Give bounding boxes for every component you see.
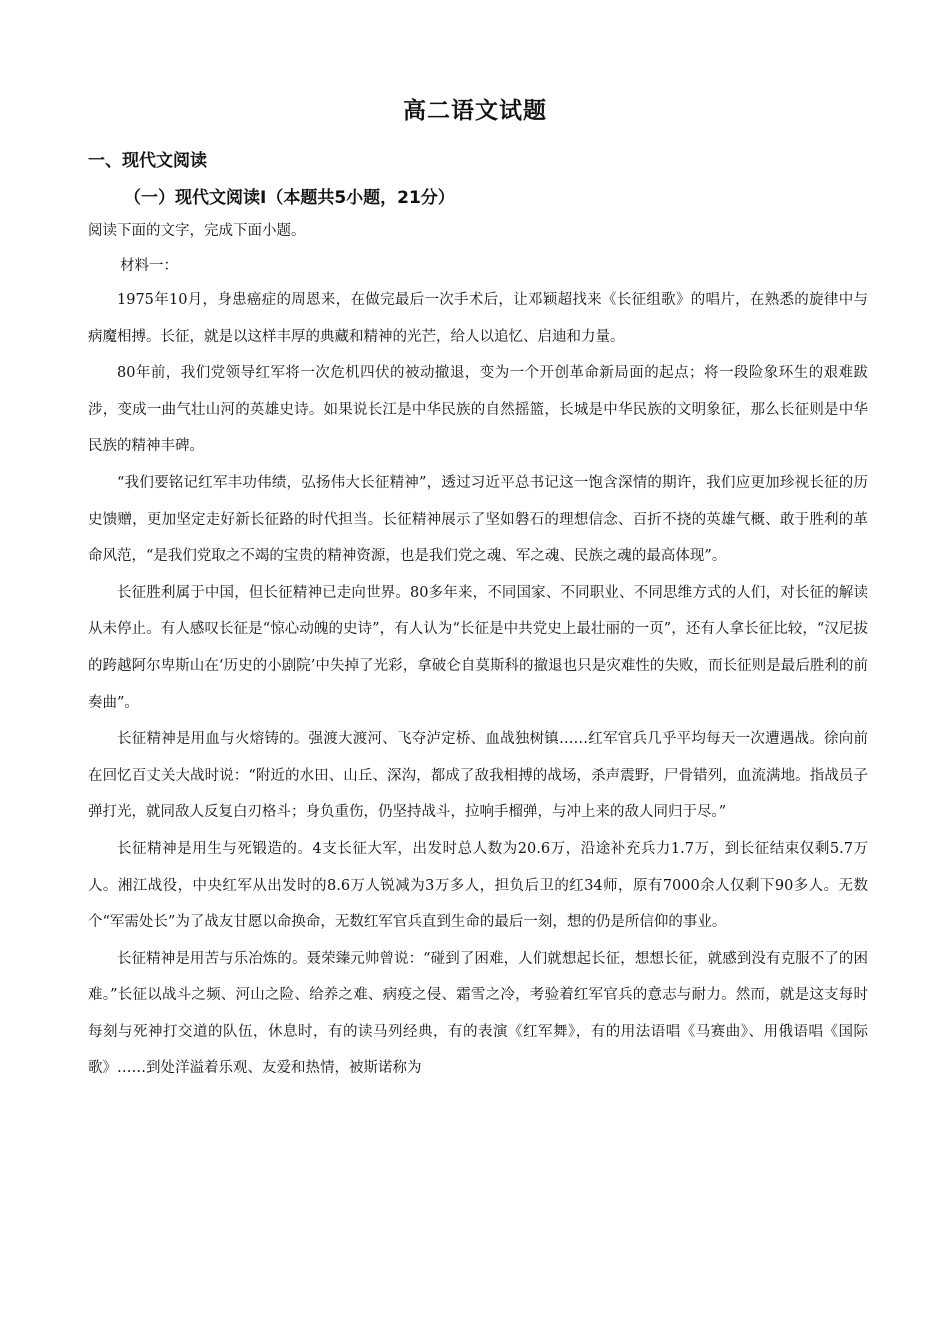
material-label: 材料一： — [120, 258, 178, 274]
paragraph: 长征胜利属于中国，但长征精神已走向世界。80多年来，不同国家、不同职业、不同思维方式的人们，对长征的解读从未停止。有人感叹长征是“惊心动魄的史诗”，有人认为“长征是中共党史上最壮丽的一页”，还有人拿长征比较，“汉尼拔的跨越阿尔卑斯山在‘历史的小剧院’中失掉了光彩，拿破仑自莫斯科的撤退也只是灾难性的失败，而长征则是最后胜利的前奏曲”。 — [88, 584, 868, 711]
paragraph: 80年前，我们党领导红军将一次危机四伏的被动撤退，变为一个开创革命新局面的起点；将一段险象环生的艰难跋涉，变成一曲气壮山河的英雄史诗。如果说长江是中华民族的自然摇篮，长城是中华民族的文明象征，那么长征则是中华民族的精神丰碑。 — [88, 365, 868, 455]
paragraph: “我们要铭记红军丰功伟绩，弘扬伟大长征精神”，透过习近平总书记这一饱含深情的期许，我们应更加珍视长征的历史馈赠，更加坚定走好新长征路的时代担当。长征精神展示了坚如磐石的理想信念、百折不挠的英雄气概、敢于胜利的革命风范，“是我们党取之不竭的宝贵的精神资源，也是我们党之魂、军之魂、民族之魂的最高体现”。 — [88, 474, 868, 565]
page-title: 高二语文试题 — [403, 98, 547, 124]
reading-instruction: 阅读下面的文字，完成下面小题。 — [88, 223, 306, 239]
subsection-heading: （一）现代文阅读Ⅰ（本题共5小题，21分） — [124, 188, 455, 208]
paragraph: 长征精神是用血与火熔铸的。强渡大渡河、飞夺泸定桥、血战独树镇……红军官兵几乎平均每天一次遭遇战。徐向前在回忆百丈关大战时说：“附近的水田、山丘、深沟，都成了敌我相搏的战场，杀声震野，尸骨错列，血流满地。指战员子弹打光，就同敌人反复白刃格斗；身负重伤，仍坚持战斗，拉响手榴弹，与冲上来的敌人同归于尽。” — [88, 731, 868, 821]
paragraph: 长征精神是用生与死锻造的。4支长征大军，出发时总人数为20.6万，沿途补充兵力1.7万，到长征结束仅剩5.7万人。湘江战役，中央红军从出发时的8.6万人锐减为3万多人，担负后卫的红34师，原有7000余人仅剩下90多人。无数个“军需处长”为了战友甘愿以命换命，无数红军官兵直到生命的最后一刻，想的仍是所信仰的事业。 — [88, 840, 868, 931]
article-body — [88, 282, 868, 1087]
paragraph: 1975年10月，身患癌症的周恩来，在做完最后一次手术后，让邓颖超找来《长征组歌》的唱片，在熟悉的旋律中与病魔相搏。长征，就是以这样丰厚的典藏和精神的光芒，给人以追忆、启迪和力量。 — [88, 292, 868, 345]
paragraph: 长征精神是用苦与乐冶炼的。聂荣臻元帅曾说：“碰到了困难，人们就想起长征，想想长征，就感到没有克服不了的困难。”长征以战斗之频、河山之险、给养之难、病疫之侵、霜雪之冷，考验着红军官兵的意志与耐力。然而，就是这支每时每刻与死神打交道的队伍，休息时，有的读马列经典，有的表演《红军舞》，有的用法语唱《马赛曲》、用俄语唱《国际歌》……到处洋溢着乐观、友爱和热情，被斯诺称为 — [88, 950, 868, 1077]
section-heading: 一、现代文阅读 — [88, 151, 207, 171]
